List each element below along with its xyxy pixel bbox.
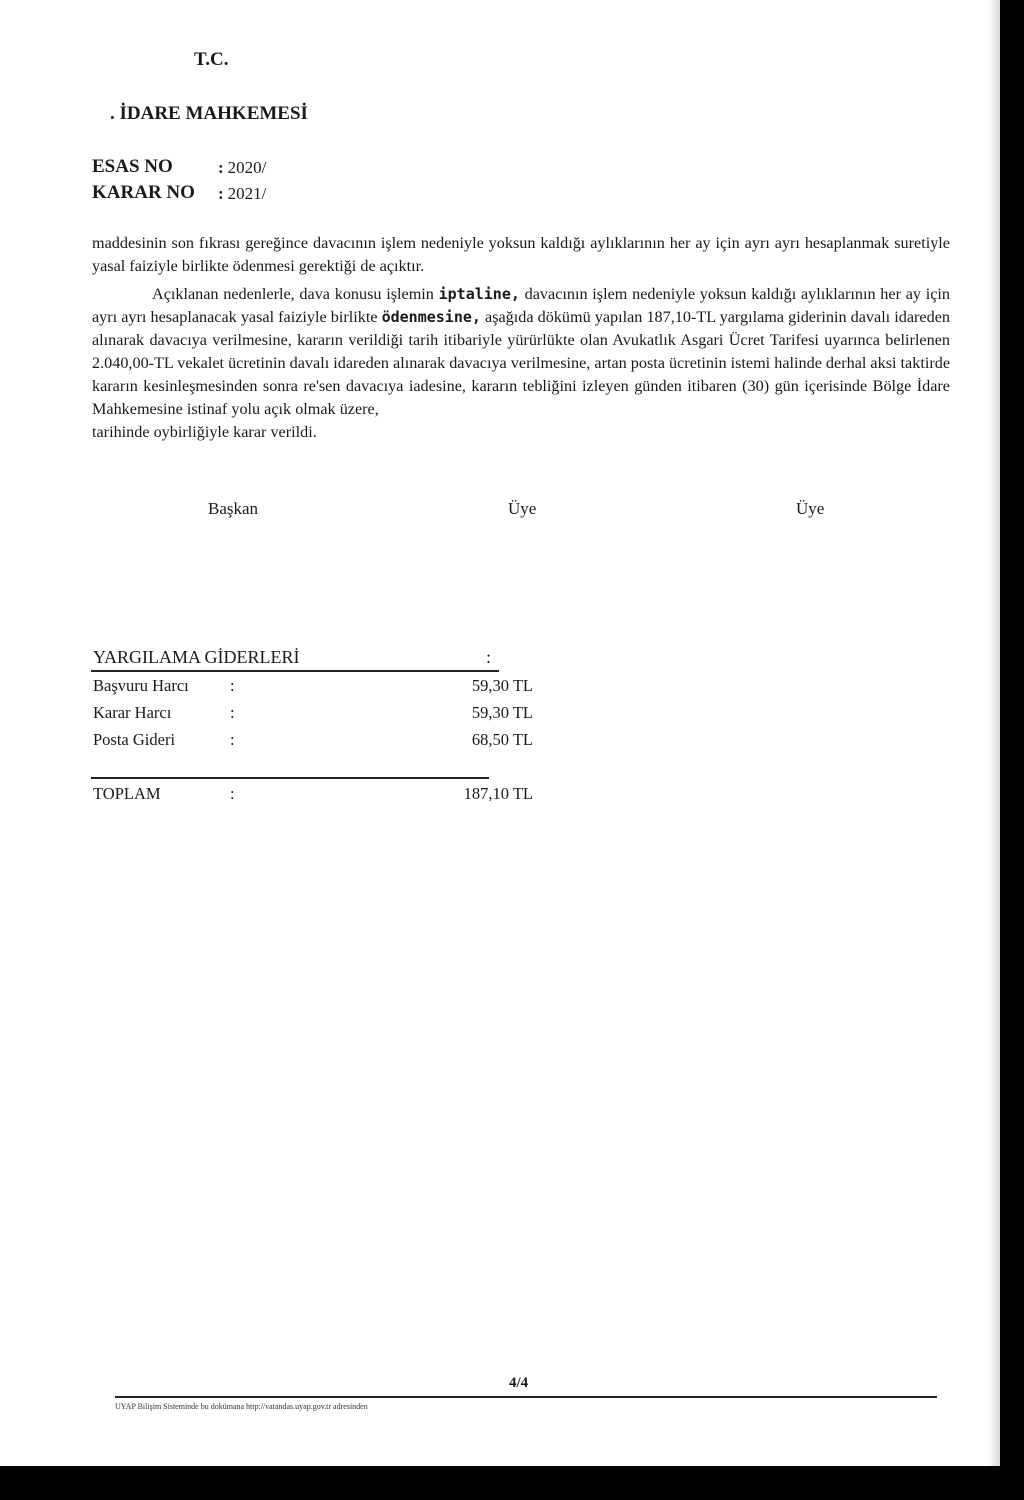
paragraph-1: maddesinin son fıkrası gereğince davacının işlem nedeniyle yoksun kaldığı aylıklarının her ay için ayrı ayrı hesaplanmak suretiyle yasal faiziyle birlikte ödenmesi gerektiği de açıktır. xyxy=(92,234,950,275)
odenmesine-emphasis: ödenmesine, xyxy=(381,308,481,326)
cost-colon: : xyxy=(230,703,235,722)
page-number: 4/4 xyxy=(509,1375,529,1391)
paragraph-2 xyxy=(92,283,950,444)
total-amount: 187,10 TL xyxy=(463,784,533,803)
total-label: TOPLAM xyxy=(93,784,161,803)
cost-colon: : xyxy=(230,730,235,749)
cost-label: Posta Gideri xyxy=(93,730,176,749)
footer-note: UYAP Bilişim Sisteminde bu dokümana http://vatandas.uyap.gov.tr adresinden xyxy=(115,1402,368,1411)
costs-header-rule xyxy=(91,670,499,672)
karar-label: KARAR NO xyxy=(92,182,195,203)
total-colon: : xyxy=(230,784,235,803)
costs-title-colon: : xyxy=(486,647,492,667)
paragraph-2-part-c: davacının işlem nedeniyle yoksun kaldığı aylıklarının her ay için ayrı ayrı hesaplanacak yasal faiziyle birlikte xyxy=(92,285,950,326)
costs-title: YARGILAMA GİDERLERİ xyxy=(93,647,300,667)
cost-row xyxy=(93,676,533,700)
cost-row xyxy=(93,730,533,754)
karar-colon: : xyxy=(218,184,224,203)
karar-value: 2021/ xyxy=(227,184,267,203)
cost-amount: 59,30 TL xyxy=(471,703,533,722)
header-tc: T.C. xyxy=(194,49,229,70)
cost-row xyxy=(93,703,533,727)
footer-rule xyxy=(115,1396,937,1398)
esas-value-group xyxy=(218,158,266,178)
cost-amount: 68,50 TL xyxy=(471,730,533,749)
signature-uye-1: Üye xyxy=(508,499,537,518)
cost-colon: : xyxy=(230,676,235,695)
paragraph-2-part-a: Açıklanan nedenlerle, dava konusu işlemin xyxy=(152,285,439,303)
cost-label: Karar Harcı xyxy=(93,703,172,722)
esas-colon: : xyxy=(218,158,224,177)
cost-total-row xyxy=(93,784,533,808)
signature-uye-2: Üye xyxy=(796,499,825,518)
costs-total-rule xyxy=(91,777,489,779)
paragraph-2-part-e: aşağıda dökümü yapılan 187,10-TL yargılama giderinin davalı idareden alınarak davacıya verilmesine, kararın verildiği tarih itibariyle yürürlükte olan Avukatlık Asgari Ücret Tarifesi uyarınca belirlenen 2.040,00-TL vekalet ücretinin davalı idareden alınarak davacıya verilmesine, artan posta ücretinin istemi halinde derhal aksi taktirde kararın kesinleşmesinden sonra re'sen davacıya iadesine, kararın tebliğini izleyen günden itibaren (30) gün içerisinde Bölge İdare Mahkemesine istinaf yolu açık olmak üzere, xyxy=(92,308,950,418)
paragraph-2-closing: tarihinde oybirliğiyle karar verildi. xyxy=(92,423,317,441)
esas-value: 2020/ xyxy=(227,158,267,177)
cost-label: Başvuru Harcı xyxy=(93,676,189,695)
esas-label: ESAS NO xyxy=(92,156,173,177)
karar-value-group xyxy=(218,184,266,204)
court-name: . İDARE MAHKEMESİ xyxy=(110,103,308,124)
signature-baskan: Başkan xyxy=(208,499,259,518)
cost-amount: 59,30 TL xyxy=(471,676,533,695)
iptaline-emphasis: iptaline, xyxy=(438,285,520,303)
